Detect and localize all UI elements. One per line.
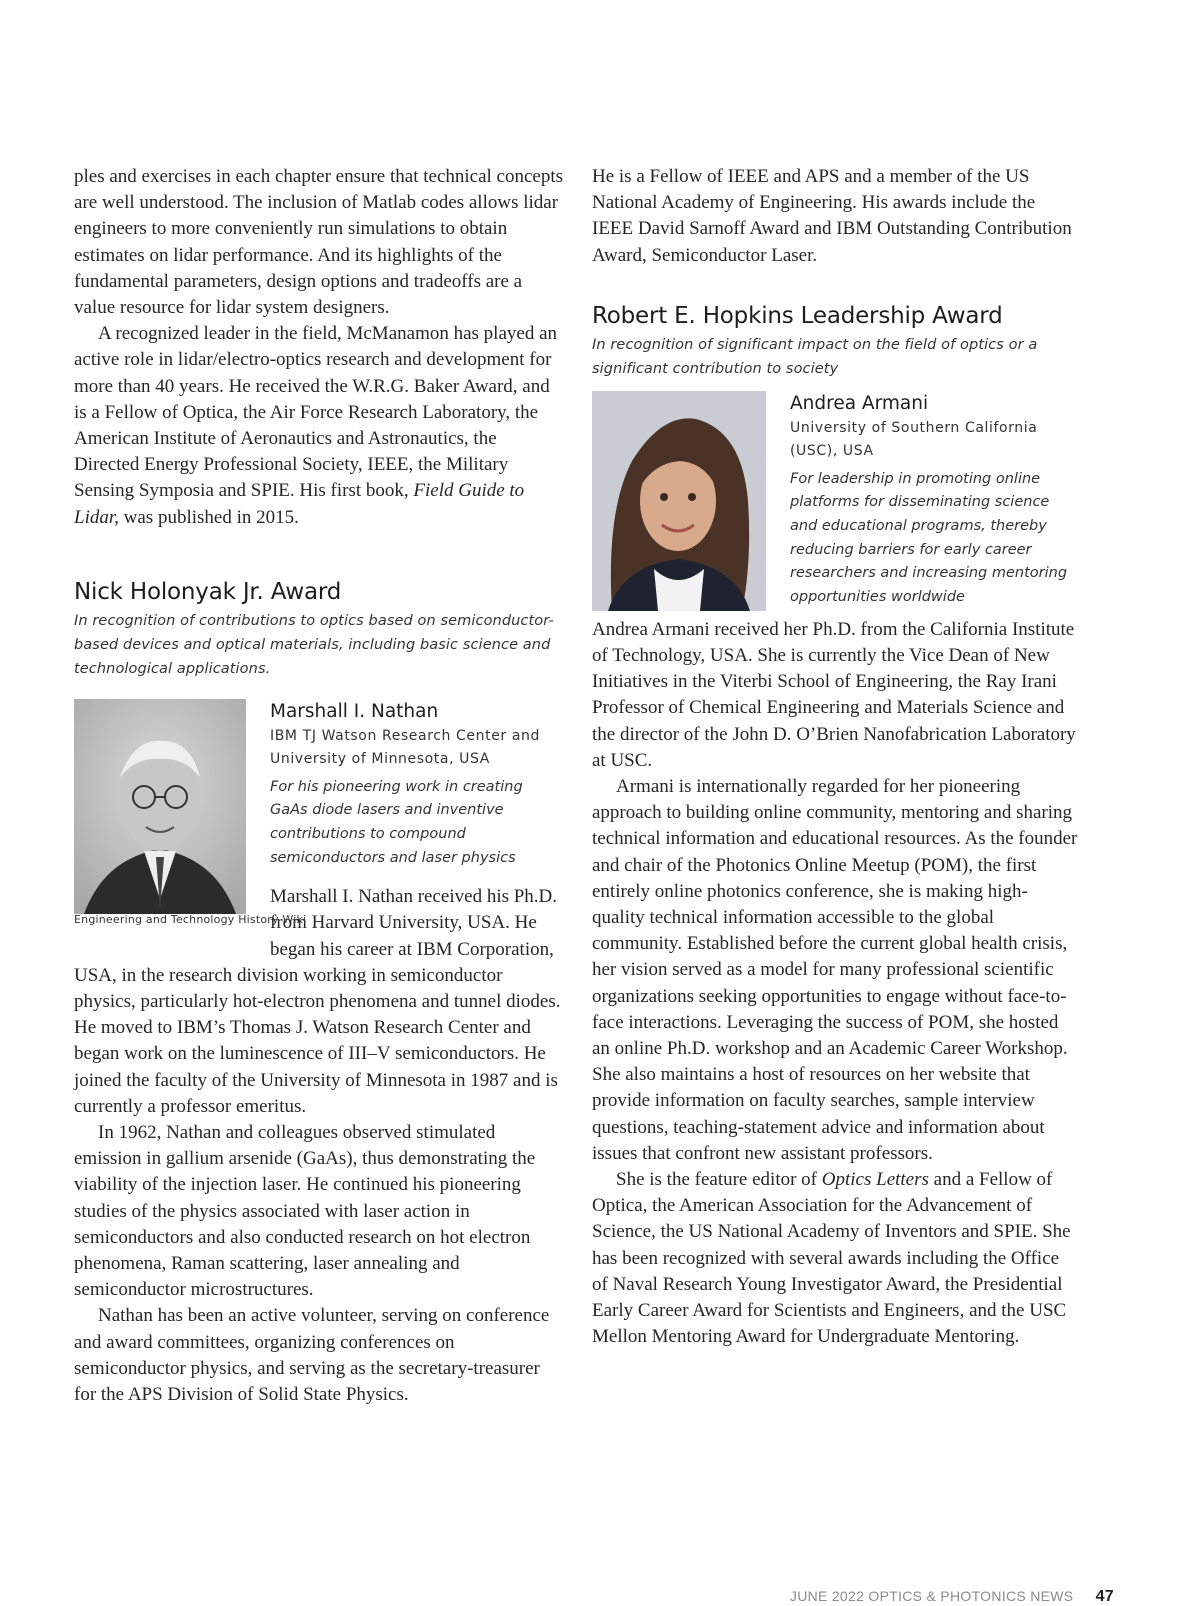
right-column (592, 164, 1078, 1351)
winner-citation: For his pioneering work in creating GaAs diode lasers and inventive contributions to compound semiconductors and laser physics (270, 778, 523, 866)
left-column (74, 164, 564, 1408)
photo-spacer (592, 391, 790, 611)
footer-issue: JUNE 2022 (789, 1588, 865, 1604)
award-title-hopkins: Robert E. Hopkins Leadership Award (592, 302, 1003, 329)
bio-paragraph: Nathan has been an active volunteer, serving on conference and award committees, organizing conferences on semiconductor physics, and serving as the secretary-treasurer for the APS Division of Solid State Physics. (74, 1305, 550, 1406)
award-title-holonyak: Nick Holonyak Jr. Award (74, 578, 342, 605)
winner-nathan (74, 699, 564, 1408)
bio-paragraph: Armani is internationally regarded for her pioneering approach to building online community, mentoring and sharing technical information and educational resources. As the founder and chair of the Photonics Online Meetup (POM), the first entirely online photonics conference, she is making high-quality technical information accessible to the global community. Established before the current global health crisis, her vision served as a model for many professional scientific organizations seeking opportunities to engage without face-to-face interactions. Leveraging the success of POM, she hosted an online Ph.D. workshop and an Academic Career Workshop. She also maintains a host of resources on her website that provide information on faculty searches, sample interview questions, teaching-statement advice and information about issues that confront new assistant professors. (592, 776, 1078, 1164)
bio-paragraph: Andrea Armani received her Ph.D. from the California Institute of Technology, USA. She is currently the Vice Dean of New Initiatives in the Viterbi School of Engineering, the Ray Irani Professor of Chemical Engineering and Materials Science and the director of the John D. O’Brien Nanofabrication Laboratory at USC. (592, 618, 1076, 771)
bio-paragraph (592, 1167, 1078, 1350)
photo-credit: Engineering and Technology History Wiki (74, 912, 307, 926)
bio-paragraph: Marshall I. Nathan received his Ph.D. from Harvard University, USA. He began his career at IBM Corporation, USA, in the research division working in semiconductor physics, particularly hot-electron phenomena and tunnel diodes. He moved to IBM’s Thomas J. Watson Research Center and began work on the luminescence of III–V semiconductors. He joined the faculty of the University of Minnesota in 1987 and is currently a professor emeritus. (74, 886, 561, 1117)
winner-affiliation: IBM TJ Watson Research Center and University of Minnesota, USA (270, 727, 540, 768)
winner-name: Andrea Armani (790, 392, 929, 414)
mcmanamon-paragraph (74, 321, 564, 531)
page-footer (790, 1588, 1114, 1606)
portrait-photo-nathan (74, 699, 246, 914)
portrait-photo-armani (592, 391, 766, 611)
intro-paragraph: ples and exercises in each chapter ensure that technical concepts are well understood. The inclusion of Matlab codes allows lidar engineers to more conveniently run simulations to obtain estimates on lidar performance. And its highlights of the fundamental parameters, design options and tradeoffs are a value resource for lidar system designers. (74, 166, 564, 319)
winner-armani (592, 391, 1078, 1351)
journal-title: Optics Letters (821, 1169, 929, 1191)
paragraph-text: She is the feature editor of (616, 1169, 822, 1191)
winner-affiliation: University of Southern California (USC), USA (790, 419, 1038, 460)
bio-paragraph: In 1962, Nathan and colleagues observed stimulated emission in gallium arsenide (GaAs), thus demonstrating the viability of the injection laser. He continued his pioneering studies of the physics associated with laser action in semiconductors and also conducted research on hot electron phenomena, Raman scattering, laser annealing and semiconductor microstructures. (74, 1122, 536, 1301)
footer-publication: OPTICS & PHOTONICS NEWS (868, 1588, 1074, 1604)
award-citation: In recognition of contributions to optics based on semiconductor-based devices and optical materials, including basic science and technological applications. (74, 612, 554, 677)
award-citation: In recognition of significant impact on the field of optics or a significant contribution to society (592, 336, 1038, 377)
paragraph-text: was published in 2015. (118, 506, 299, 528)
paragraph-text: A recognized leader in the field, McManamon has played an active role in lidar/electro-optics research and development for more than 40 years. He received the W.R.G. Baker Award, and is a Fellow of Optica, the Air Force Research Laboratory, the American Institute of Aeronautics and Astronautics, the Directed Energy Professional Society, IEEE, the Military Sensing Symposia and SPIE. His first book, (74, 323, 557, 502)
winner-citation: For leadership in promoting online platforms for disseminating science and educational programs, thereby reducing barriers for early career researchers and increasing mentoring opportunities worldwide (790, 470, 1068, 605)
paragraph-text: and a Fellow of Optica, the American Association for the Advancement of Science, the US National Academy of Inventors and SPIE. She has been recognized with several awards including the Office of Naval Research Young Investigator Award, the Presidential Early Career Award for Scientists and Engineers, and the USC Mellon Mentoring Award for Undergraduate Mentoring. (592, 1169, 1071, 1348)
winner-name: Marshall I. Nathan (270, 700, 439, 722)
book-title: Field Guide to Lidar, (74, 480, 525, 528)
page-number: 47 (1095, 1588, 1114, 1605)
intro-paragraph: He is a Fellow of IEEE and APS and a member of the US National Academy of Engineering. His awards include the IEEE David Sarnoff Award and IBM Outstanding Contribution Award, Semiconductor Laser. (592, 166, 1072, 266)
